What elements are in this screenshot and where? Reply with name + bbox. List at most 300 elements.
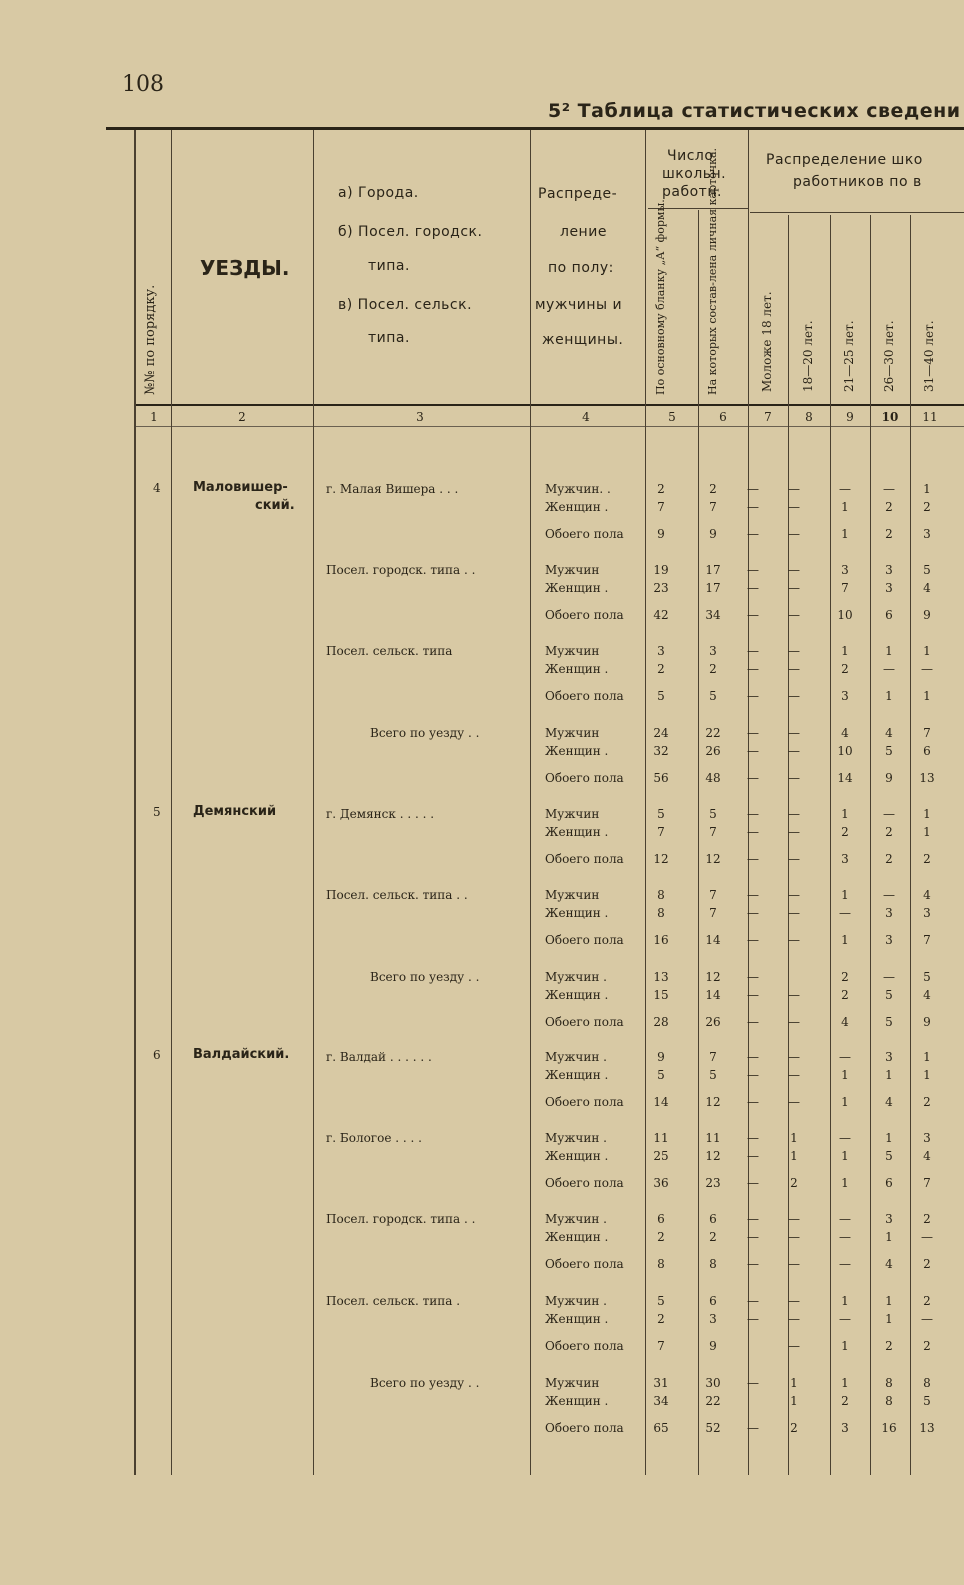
top-rule: [106, 127, 964, 130]
cell-c7: —: [747, 1212, 759, 1226]
cell-c5: 2: [657, 482, 665, 496]
header-col4-line4: мужчины и: [535, 297, 623, 313]
sex-label: Обоего пола: [545, 1339, 624, 1353]
sex-label: Женщин .: [545, 500, 609, 514]
sex-label: Мужчин .: [545, 1050, 607, 1064]
cell-c7: —: [747, 482, 759, 496]
cell-c8: —: [788, 1212, 800, 1226]
uezd-name: Демянский: [193, 804, 277, 819]
cell-c10: 9: [885, 771, 893, 785]
cell-c7: —: [747, 1257, 759, 1271]
cell-c10: —: [883, 970, 895, 984]
cell-c11: 2: [923, 1095, 931, 1109]
cell-c5: 25: [653, 1149, 669, 1163]
sex-label: Мужчин: [545, 807, 600, 821]
cell-c6: 52: [705, 1421, 721, 1435]
cell-c6: 26: [705, 744, 721, 758]
cell-c11: 9: [923, 608, 931, 622]
cell-c10: 2: [885, 825, 893, 839]
cell-c5: 12: [653, 852, 669, 866]
cell-c8: —: [788, 1339, 800, 1353]
cell-c6: 14: [705, 988, 721, 1002]
uezd-num: 5: [153, 805, 161, 819]
cell-c10: —: [883, 807, 895, 821]
cell-c6: 5: [709, 807, 717, 821]
cell-c8: —: [788, 1257, 800, 1271]
sex-label: Мужчин: [545, 1376, 600, 1390]
cell-c5: 42: [653, 608, 669, 622]
header-col3-line3: типа.: [368, 258, 410, 274]
colnum-8: 8: [805, 410, 813, 424]
sex-label: Женщин .: [545, 1394, 609, 1408]
cell-c7: —: [747, 1230, 759, 1244]
cell-c9: 2: [841, 970, 849, 984]
cell-c11: 4: [923, 581, 931, 595]
uezd-name: Валдайский.: [193, 1047, 290, 1062]
header-bottom-rule: [134, 404, 964, 406]
cell-c9: 1: [841, 1176, 849, 1190]
colnum-2: 2: [238, 410, 246, 424]
sex-label: Мужчин .: [545, 970, 607, 984]
cell-c9: 1: [841, 644, 849, 658]
cell-c9: 3: [841, 563, 849, 577]
cell-c11: 1: [923, 825, 931, 839]
col-border-9: [870, 215, 871, 1475]
cell-c5: 2: [657, 662, 665, 676]
cell-c5: 65: [653, 1421, 669, 1435]
table-title: 5² Таблица статистических сведени: [548, 100, 961, 122]
page-number: 108: [122, 72, 164, 97]
cell-c9: 1: [841, 1376, 849, 1390]
cell-c5: 8: [657, 906, 665, 920]
cell-c10: 1: [885, 1068, 893, 1082]
cell-c10: 5: [885, 988, 893, 1002]
cell-c7: —: [747, 1068, 759, 1082]
cell-c11: 9: [923, 1015, 931, 1029]
header-group1-line1: Число: [667, 148, 714, 164]
cell-c11: 1: [923, 1068, 931, 1082]
cell-c11: 1: [923, 1050, 931, 1064]
cell-c6: 3: [709, 644, 717, 658]
cell-c10: 2: [885, 527, 893, 541]
cell-c10: 3: [885, 1050, 893, 1064]
cell-c8: —: [788, 1050, 800, 1064]
place-label: Всего по уезду . .: [370, 1376, 480, 1390]
cell-c9: 1: [841, 933, 849, 947]
cell-c11: 1: [923, 482, 931, 496]
cell-c10: 4: [885, 1095, 893, 1109]
cell-c5: 5: [657, 689, 665, 703]
cell-c8: —: [788, 581, 800, 595]
sex-label: Женщин .: [545, 744, 609, 758]
cell-c6: 26: [705, 1015, 721, 1029]
cell-c8: —: [788, 1230, 800, 1244]
cell-c10: 1: [885, 1312, 893, 1326]
cell-c7: —: [747, 1421, 759, 1435]
cell-c10: 3: [885, 1212, 893, 1226]
cell-c8: —: [788, 482, 800, 496]
sex-label: Мужчин .: [545, 1294, 607, 1308]
cell-c10: 2: [885, 1339, 893, 1353]
cell-c5: 24: [653, 726, 669, 740]
cell-c7: —: [747, 1131, 759, 1145]
cell-c11: 2: [923, 500, 931, 514]
header-col3-line5: типа.: [368, 330, 410, 346]
cell-c9: 4: [841, 726, 849, 740]
colnum-5: 5: [668, 410, 676, 424]
sex-label: Женщин .: [545, 581, 609, 595]
cell-c5: 13: [653, 970, 669, 984]
cell-c8: —: [788, 527, 800, 541]
cell-c10: 4: [885, 726, 893, 740]
sex-label: Женщин .: [545, 825, 609, 839]
col-border-2: [313, 130, 314, 1475]
cell-c9: —: [839, 1257, 851, 1271]
place-label: Всего по уезду . .: [370, 970, 480, 984]
cell-c7: —: [747, 1095, 759, 1109]
cell-c8: —: [788, 726, 800, 740]
header-col8: 18—20 лет.: [801, 320, 815, 392]
cell-c6: 7: [709, 906, 717, 920]
cell-c8: —: [788, 933, 800, 947]
cell-c8: —: [788, 1095, 800, 1109]
cell-c5: 3: [657, 644, 665, 658]
cell-c6: 2: [709, 662, 717, 676]
header-group1-line3: работн.: [662, 184, 722, 200]
uezd-num: 6: [153, 1048, 161, 1062]
cell-c8: —: [788, 807, 800, 821]
cell-c10: 6: [885, 1176, 893, 1190]
cell-c7: —: [747, 1015, 759, 1029]
cell-c9: 2: [841, 662, 849, 676]
cell-c10: 5: [885, 744, 893, 758]
cell-c6: 17: [705, 581, 721, 595]
sex-label: Мужчин: [545, 563, 600, 577]
cell-c8: 2: [790, 1176, 798, 1190]
cell-c7: —: [747, 888, 759, 902]
cell-c7: —: [747, 1376, 759, 1390]
cell-c7: —: [747, 825, 759, 839]
cell-c6: 7: [709, 1050, 717, 1064]
colnum-1: 1: [150, 410, 158, 424]
cell-c11: 4: [923, 888, 931, 902]
header-col4-line3: по полу:: [548, 260, 614, 276]
header-col5: По основному бланку „А“ формы.: [654, 199, 667, 395]
cell-c11: 7: [923, 726, 931, 740]
cell-c5: 56: [653, 771, 669, 785]
header-group1-line2: школьн.: [662, 166, 727, 182]
cell-c6: 5: [709, 689, 717, 703]
cell-c6: 17: [705, 563, 721, 577]
uezd-num: 4: [153, 481, 161, 495]
cell-c11: 3: [923, 906, 931, 920]
cell-c6: 7: [709, 825, 717, 839]
cell-c8: —: [788, 1294, 800, 1308]
colnum-4: 4: [582, 410, 590, 424]
sex-label: Обоего пола: [545, 771, 624, 785]
cell-c11: 7: [923, 933, 931, 947]
cell-c10: 3: [885, 933, 893, 947]
cell-c9: 1: [841, 1068, 849, 1082]
cell-c7: —: [747, 563, 759, 577]
cell-c6: 6: [709, 1212, 717, 1226]
cell-c10: —: [883, 888, 895, 902]
cell-c11: 4: [923, 1149, 931, 1163]
cell-c6: 2: [709, 482, 717, 496]
place-label: Посел. городск. типа . .: [326, 1212, 476, 1226]
cell-c6: 9: [709, 1339, 717, 1353]
cell-c11: 13: [919, 771, 935, 785]
col-border-10: [910, 215, 911, 1475]
header-col3-line1: а) Города.: [338, 185, 419, 201]
cell-c11: 1: [923, 644, 931, 658]
cell-c7: —: [747, 1312, 759, 1326]
cell-c9: 1: [841, 807, 849, 821]
place-label: Посел. сельск. типа .: [326, 1294, 461, 1308]
sex-label: Обоего пола: [545, 1176, 624, 1190]
header-col4-line1: Распреде-: [538, 186, 618, 202]
cell-c5: 7: [657, 500, 665, 514]
cell-c6: 48: [705, 771, 721, 785]
colnum-rule: [134, 426, 964, 427]
cell-c5: 15: [653, 988, 669, 1002]
cell-c5: 14: [653, 1095, 669, 1109]
cell-c6: 23: [705, 1176, 721, 1190]
header-group2-line2: работников по в: [793, 174, 922, 190]
sex-label: Женщин .: [545, 988, 609, 1002]
cell-c9: 1: [841, 500, 849, 514]
cell-c5: 32: [653, 744, 669, 758]
sex-label: Обоего пола: [545, 608, 624, 622]
sex-label: Обоего пола: [545, 1257, 624, 1271]
cell-c7: —: [747, 608, 759, 622]
cell-c5: 9: [657, 1050, 665, 1064]
cell-c9: 3: [841, 852, 849, 866]
cell-c9: 3: [841, 1421, 849, 1435]
cell-c8: —: [788, 608, 800, 622]
cell-c10: 8: [885, 1394, 893, 1408]
header-col7: Моложе 18 лет.: [760, 291, 774, 392]
cell-c7: —: [747, 1176, 759, 1190]
cell-c9: 3: [841, 689, 849, 703]
cell-c7: —: [747, 771, 759, 785]
header-col11: 31—40 лет.: [922, 320, 936, 392]
cell-c5: 16: [653, 933, 669, 947]
cell-c10: 3: [885, 906, 893, 920]
cell-c8: —: [788, 825, 800, 839]
place-label: Всего по уезду . .: [370, 726, 480, 740]
cell-c11: 5: [923, 970, 931, 984]
sex-label: Женщин .: [545, 1149, 609, 1163]
cell-c10: 1: [885, 1294, 893, 1308]
col-border-3: [530, 130, 531, 1475]
cell-c6: 7: [709, 888, 717, 902]
cell-c9: —: [839, 1230, 851, 1244]
cell-c9: —: [839, 906, 851, 920]
uezd-name: Маловишер-: [193, 480, 288, 495]
cell-c9: 10: [837, 608, 853, 622]
cell-c5: 7: [657, 1339, 665, 1353]
cell-c8: —: [788, 771, 800, 785]
cell-c6: 34: [705, 608, 721, 622]
header-col4-line2: ление: [560, 224, 607, 240]
cell-c9: 1: [841, 1294, 849, 1308]
cell-c5: 23: [653, 581, 669, 595]
colnum-7: 7: [764, 410, 772, 424]
sex-label: Женщин .: [545, 662, 609, 676]
cell-c9: 1: [841, 888, 849, 902]
cell-c7: —: [747, 744, 759, 758]
uezd-name-cont: ский.: [255, 498, 295, 513]
cell-c8: —: [788, 662, 800, 676]
cell-c10: 8: [885, 1376, 893, 1390]
cell-c5: 2: [657, 1312, 665, 1326]
cell-c8: —: [788, 852, 800, 866]
cell-c11: 4: [923, 988, 931, 1002]
col-border-6: [748, 130, 749, 1475]
cell-c8: 1: [790, 1131, 798, 1145]
cell-c8: —: [788, 988, 800, 1002]
cell-c6: 22: [705, 1394, 721, 1408]
cell-c6: 30: [705, 1376, 721, 1390]
cell-c9: 1: [841, 1149, 849, 1163]
sex-label: Обоего пола: [545, 852, 624, 866]
cell-c5: 8: [657, 888, 665, 902]
cell-c7: —: [747, 970, 759, 984]
cell-c8: —: [788, 644, 800, 658]
sex-label: Обоего пола: [545, 689, 624, 703]
sex-label: Обоего пола: [545, 1015, 624, 1029]
colnum-6: 6: [719, 410, 727, 424]
cell-c5: 19: [653, 563, 669, 577]
cell-c8: —: [788, 906, 800, 920]
cell-c7: —: [747, 807, 759, 821]
cell-c11: 3: [923, 527, 931, 541]
sex-label: Мужчин .: [545, 1212, 607, 1226]
cell-c11: —: [921, 662, 933, 676]
cell-c8: 1: [790, 1376, 798, 1390]
col-border-4: [645, 130, 646, 1475]
cell-c9: —: [839, 1312, 851, 1326]
cell-c9: 2: [841, 825, 849, 839]
cell-c6: 3: [709, 1312, 717, 1326]
sex-label: Мужчин: [545, 726, 600, 740]
cell-c6: 12: [705, 1149, 721, 1163]
cell-c5: 6: [657, 1212, 665, 1226]
cell-c7: —: [747, 500, 759, 514]
cell-c6: 12: [705, 970, 721, 984]
cell-c6: 12: [705, 852, 721, 866]
sex-label: Мужчин .: [545, 1131, 607, 1145]
cell-c10: 1: [885, 1131, 893, 1145]
cell-c11: 2: [923, 1294, 931, 1308]
cell-c6: 14: [705, 933, 721, 947]
cell-c5: 7: [657, 825, 665, 839]
cell-c6: 8: [709, 1257, 717, 1271]
cell-c5: 28: [653, 1015, 669, 1029]
cell-c10: —: [883, 662, 895, 676]
cell-c10: 1: [885, 689, 893, 703]
col-border-5: [698, 210, 699, 1475]
cell-c9: 4: [841, 1015, 849, 1029]
sex-label: Мужчин. .: [545, 482, 611, 496]
cell-c5: 31: [653, 1376, 669, 1390]
header-col3-line2: б) Посел. городск.: [338, 224, 483, 240]
cell-c9: 1: [841, 1095, 849, 1109]
header-col3-line4: в) Посел. сельск.: [338, 297, 473, 313]
cell-c8: 1: [790, 1149, 798, 1163]
cell-c8: —: [788, 1312, 800, 1326]
colnum-11: 11: [922, 410, 938, 424]
cell-c7: —: [747, 689, 759, 703]
col-border-left: [134, 130, 136, 1475]
cell-c11: 7: [923, 1176, 931, 1190]
cell-c6: 12: [705, 1095, 721, 1109]
cell-c6: 11: [705, 1131, 721, 1145]
cell-c8: 1: [790, 1394, 798, 1408]
cell-c5: 5: [657, 1068, 665, 1082]
cell-c11: 1: [923, 807, 931, 821]
cell-c9: 1: [841, 527, 849, 541]
sex-label: Обоего пола: [545, 1421, 624, 1435]
col-border-7: [788, 215, 789, 1475]
cell-c10: 6: [885, 608, 893, 622]
sex-label: Женщин .: [545, 906, 609, 920]
cell-c5: 34: [653, 1394, 669, 1408]
cell-c11: 3: [923, 1131, 931, 1145]
cell-c8: 2: [790, 1421, 798, 1435]
cell-c5: 36: [653, 1176, 669, 1190]
place-label: г. Малая Вишера . . .: [326, 482, 459, 496]
sex-label: Женщин .: [545, 1312, 609, 1326]
header-col4-line5: женщины.: [542, 332, 624, 348]
cell-c5: 2: [657, 1230, 665, 1244]
cell-c7: —: [747, 644, 759, 658]
cell-c8: —: [788, 1068, 800, 1082]
cell-c11: 8: [923, 1376, 931, 1390]
header-col6: На которых состав-лена личная карточка.: [706, 147, 719, 395]
cell-c7: —: [747, 906, 759, 920]
place-label: г. Бологое . . . .: [326, 1131, 422, 1145]
colnum-3: 3: [416, 410, 424, 424]
cell-c10: 5: [885, 1149, 893, 1163]
header-col2: УЕЗДЫ.: [200, 256, 290, 280]
cell-c11: 2: [923, 1339, 931, 1353]
cell-c10: 4: [885, 1257, 893, 1271]
sex-label: Обоего пола: [545, 1095, 624, 1109]
cell-c9: —: [839, 1212, 851, 1226]
cell-c8: —: [788, 500, 800, 514]
colnum-10: 10: [881, 410, 899, 424]
cell-c8: —: [788, 888, 800, 902]
sex-label: Обоего пола: [545, 933, 624, 947]
cell-c9: 10: [837, 744, 853, 758]
cell-c10: 2: [885, 500, 893, 514]
cell-c11: 1: [923, 689, 931, 703]
cell-c6: 7: [709, 500, 717, 514]
cell-c9: 2: [841, 1394, 849, 1408]
cell-c6: 2: [709, 1230, 717, 1244]
cell-c9: 2: [841, 988, 849, 1002]
cell-c7: —: [747, 852, 759, 866]
cell-c10: 1: [885, 1230, 893, 1244]
cell-c7: —: [747, 1149, 759, 1163]
cell-c6: 9: [709, 527, 717, 541]
colnum-9: 9: [846, 410, 854, 424]
cell-c9: 7: [841, 581, 849, 595]
cell-c7: —: [747, 527, 759, 541]
place-label: г. Валдай . . . . . .: [326, 1050, 432, 1064]
